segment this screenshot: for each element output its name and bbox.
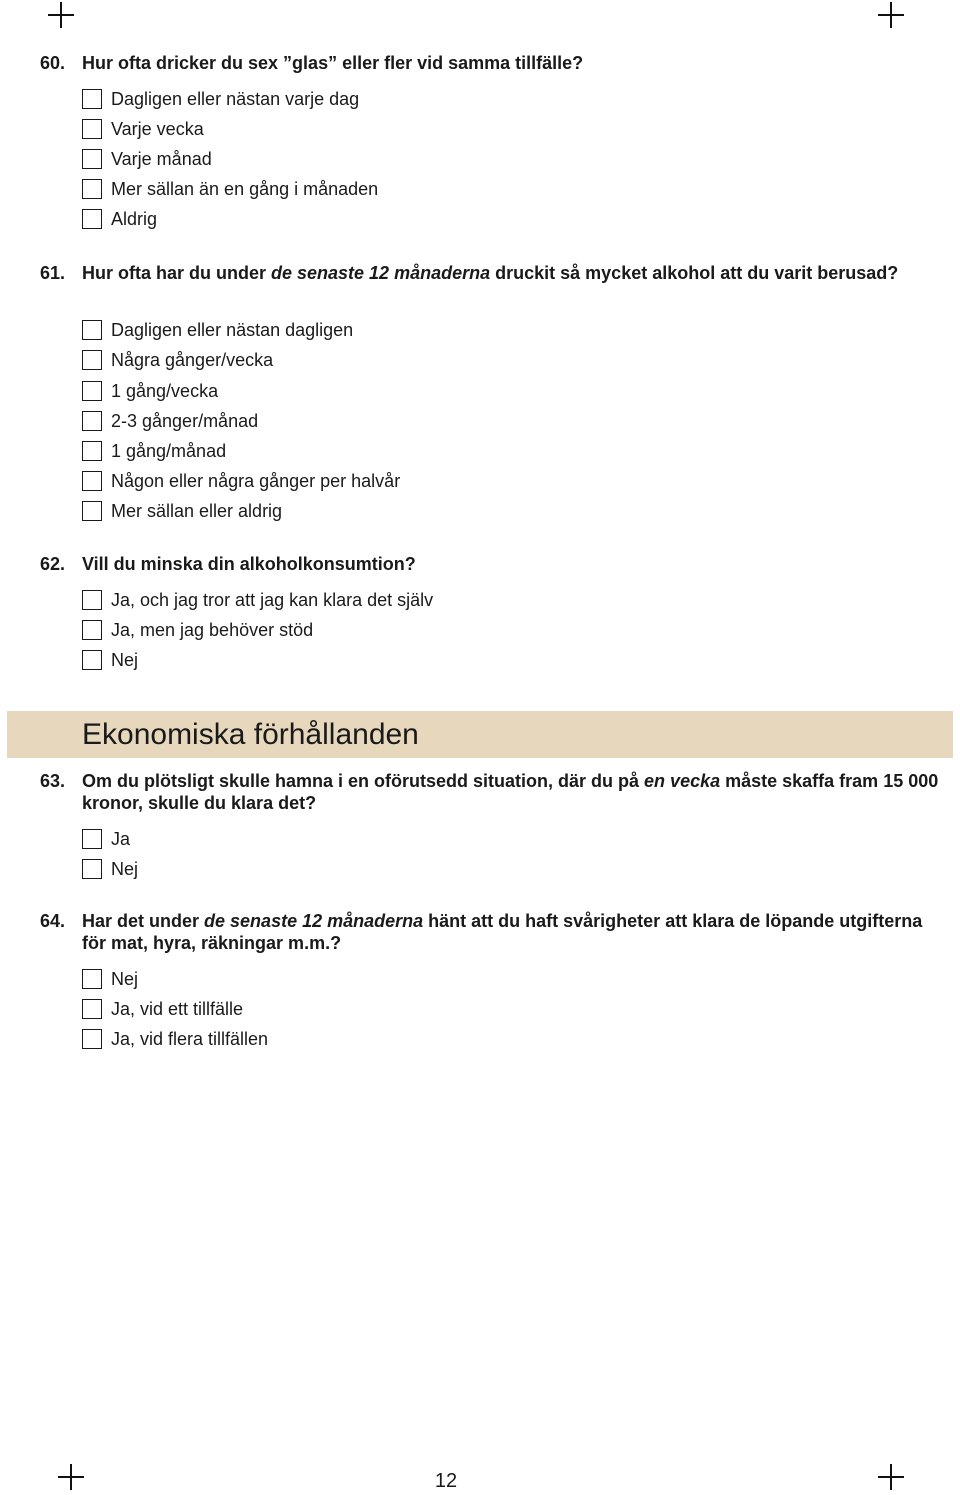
checkbox[interactable]	[82, 859, 102, 879]
section-title: Ekonomiska förhållanden	[82, 718, 419, 751]
q60-option-2[interactable]	[82, 117, 204, 141]
q62-option-3[interactable]	[82, 648, 138, 672]
question-number: 62.	[40, 554, 66, 574]
option-label: Mer sällan än en gång i månaden	[111, 178, 379, 199]
question-62	[40, 553, 945, 575]
checkbox[interactable]	[82, 350, 102, 370]
emphasis: de senaste 12 månaderna	[271, 263, 491, 283]
q63-option-1[interactable]	[82, 827, 130, 851]
q64-option-2[interactable]	[82, 997, 243, 1021]
emphasis: en vecka	[644, 771, 721, 791]
question-number: 61.	[40, 263, 66, 283]
option-label: Ja, och jag tror att jag kan klara det själv	[111, 589, 434, 610]
q61-option-1[interactable]	[82, 318, 353, 342]
checkbox[interactable]	[82, 1029, 102, 1049]
option-label: Varje vecka	[111, 118, 204, 139]
checkbox[interactable]	[82, 209, 102, 229]
option-label: Nej	[111, 649, 139, 670]
q61-option-5[interactable]	[82, 439, 226, 463]
option-label: Aldrig	[111, 208, 158, 229]
option-label: Nej	[111, 968, 139, 989]
checkbox[interactable]	[82, 320, 102, 340]
checkbox[interactable]	[82, 179, 102, 199]
question-64	[40, 910, 945, 954]
checkbox[interactable]	[82, 411, 102, 431]
question-text: Hur ofta har du under de senaste 12 månaderna druckit så mycket alkohol att du varit berusad?	[82, 263, 899, 283]
q61-option-7[interactable]	[82, 499, 282, 523]
option-label: Dagligen eller nästan varje dag	[111, 88, 360, 109]
q60-option-4[interactable]	[82, 177, 378, 201]
option-label: Nej	[111, 858, 139, 879]
crop-mark-top-left	[48, 2, 74, 28]
option-label: Varje månad	[111, 148, 212, 169]
question-text: Hur ofta dricker du sex ”glas” eller fler vid samma tillfälle?	[82, 53, 584, 73]
q60-option-5[interactable]	[82, 207, 157, 231]
checkbox[interactable]	[82, 590, 102, 610]
checkbox[interactable]	[82, 471, 102, 491]
option-label: 1 gång/vecka	[111, 380, 219, 401]
q61-option-3[interactable]	[82, 379, 218, 403]
option-label: Dagligen eller nästan dagligen	[111, 319, 354, 340]
question-60	[40, 52, 945, 74]
question-text: Har det under de senaste 12 månaderna hänt att du haft svårigheter att klara de löpande utgifterna för mat, hyra, räkningar m.m.?	[82, 911, 923, 953]
checkbox[interactable]	[82, 441, 102, 461]
question-number: 64.	[40, 911, 66, 931]
checkbox[interactable]	[82, 149, 102, 169]
checkbox[interactable]	[82, 969, 102, 989]
page-number: 12	[434, 1470, 458, 1492]
checkbox[interactable]	[82, 89, 102, 109]
checkbox[interactable]	[82, 999, 102, 1019]
option-label: Ja, vid ett tillfälle	[111, 998, 244, 1019]
question-63	[40, 770, 945, 814]
q61-option-6[interactable]	[82, 469, 400, 493]
question-number: 63.	[40, 771, 66, 791]
option-label: Ja	[111, 828, 131, 849]
question-61	[40, 262, 945, 284]
checkbox[interactable]	[82, 650, 102, 670]
question-text: Vill du minska din alkoholkonsumtion?	[82, 554, 416, 574]
checkbox[interactable]	[82, 620, 102, 640]
option-label: 1 gång/månad	[111, 440, 227, 461]
q62-option-2[interactable]	[82, 618, 313, 642]
option-label: Ja, vid flera tillfällen	[111, 1028, 269, 1049]
q61-option-2[interactable]	[82, 348, 273, 372]
option-label: Mer sällan eller aldrig	[111, 500, 283, 521]
option-label: Någon eller några gånger per halvår	[111, 470, 401, 491]
checkbox[interactable]	[82, 381, 102, 401]
q61-option-4[interactable]	[82, 409, 258, 433]
option-label: Ja, men jag behöver stöd	[111, 619, 314, 640]
q60-option-1[interactable]	[82, 87, 359, 111]
checkbox[interactable]	[82, 119, 102, 139]
question-number: 60.	[40, 53, 66, 73]
q63-option-2[interactable]	[82, 857, 138, 881]
q64-option-1[interactable]	[82, 967, 138, 991]
q64-option-3[interactable]	[82, 1027, 268, 1051]
emphasis: de senaste 12 månaderna	[204, 911, 424, 931]
option-label: Några gånger/vecka	[111, 349, 274, 370]
option-label: 2-3 gånger/månad	[111, 410, 259, 431]
q60-option-3[interactable]	[82, 147, 212, 171]
question-text: Om du plötsligt skulle hamna i en oförutsedd situation, där du på en vecka måste skaffa fram 15 000 kronor, skulle du klara det?	[82, 771, 939, 813]
checkbox[interactable]	[82, 501, 102, 521]
q62-option-1[interactable]	[82, 588, 433, 612]
crop-mark-top-right	[878, 2, 904, 28]
checkbox[interactable]	[82, 829, 102, 849]
